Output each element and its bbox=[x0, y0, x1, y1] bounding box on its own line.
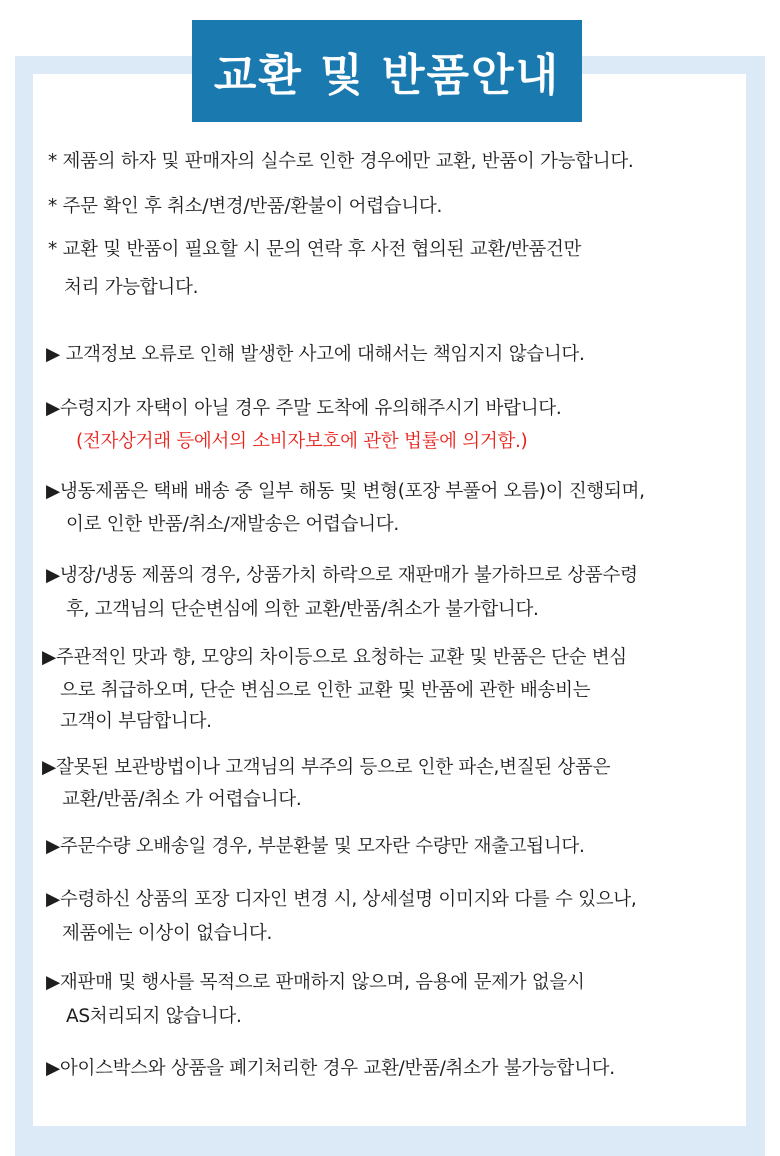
bullet-item-continuation: 제품에는 이상이 없습니다. bbox=[62, 923, 273, 944]
bullet-item: ▶수령하신 상품의 포장 디자인 변경 시, 상세설명 이미지와 다를 수 있으나, bbox=[46, 889, 637, 910]
note-item-continuation: 처리 가능합니다. bbox=[64, 277, 199, 298]
bullet-item-continuation: 고객이 부담합니다. bbox=[60, 711, 212, 732]
bullet-item-continuation: 이로 인한 반품/취소/재발송은 어렵습니다. bbox=[66, 514, 399, 535]
bullet-item: ▶주관적인 맛과 향, 모양의 차이등으로 요청하는 교환 및 반품은 단순 변심 bbox=[42, 647, 627, 668]
bullet-item: ▶냉장/냉동 제품의 경우, 상품가치 하락으로 재판매가 불가하므로 상품수령 bbox=[46, 565, 638, 586]
note-item: * 제품의 하자 및 판매자의 실수로 인한 경우에만 교환, 반품이 가능합니다. bbox=[48, 151, 634, 172]
bullet-item-continuation: AS처리되지 않습니다. bbox=[66, 1006, 242, 1027]
bullet-item: ▶재판매 및 행사를 목적으로 판매하지 않으며, 음용에 문제가 없을시 bbox=[46, 972, 585, 993]
bullet-item: ▶ 고객정보 오류로 인해 발생한 사고에 대해서는 책임지지 않습니다. bbox=[46, 344, 585, 365]
bullet-item: ▶아이스박스와 상품을 폐기처리한 경우 교환/반품/취소가 불가능합니다. bbox=[46, 1058, 615, 1079]
bullet-item: ▶주문수량 오배송일 경우, 부분환불 및 모자란 수량만 재출고됩니다. bbox=[46, 836, 585, 857]
bullet-item-continuation: 으로 취급하오며, 단순 변심으로 인한 교환 및 반품에 관한 배송비는 bbox=[60, 680, 591, 701]
page-title: 교환 및 반품안내 bbox=[213, 50, 561, 101]
title-banner bbox=[192, 20, 582, 122]
law-reference-note: (전자상거래 등에서의 소비자보호에 관한 법률에 의거함.) bbox=[76, 431, 528, 452]
bullet-item-continuation: 후, 고객님의 단순변심에 의한 교환/반품/취소가 불가합니다. bbox=[66, 599, 539, 620]
bullet-item-continuation: 교환/반품/취소 가 어렵습니다. bbox=[62, 789, 302, 810]
bullet-item: ▶냉동제품은 택배 배송 중 일부 해동 및 변형(포장 부풀어 오름)이 진행되며, bbox=[46, 481, 645, 502]
note-item: * 주문 확인 후 취소/변경/반품/환불이 어렵습니다. bbox=[48, 196, 443, 217]
bullet-item: ▶잘못된 보관방법이나 고객님의 부주의 등으로 인한 파손,변질된 상품은 bbox=[42, 757, 611, 778]
note-item: * 교환 및 반품이 필요할 시 문의 연락 후 사전 협의된 교환/반품건만 bbox=[48, 239, 582, 260]
bullet-item: ▶수령지가 자택이 아닐 경우 주말 도착에 유의해주시기 바랍니다. bbox=[46, 398, 562, 419]
